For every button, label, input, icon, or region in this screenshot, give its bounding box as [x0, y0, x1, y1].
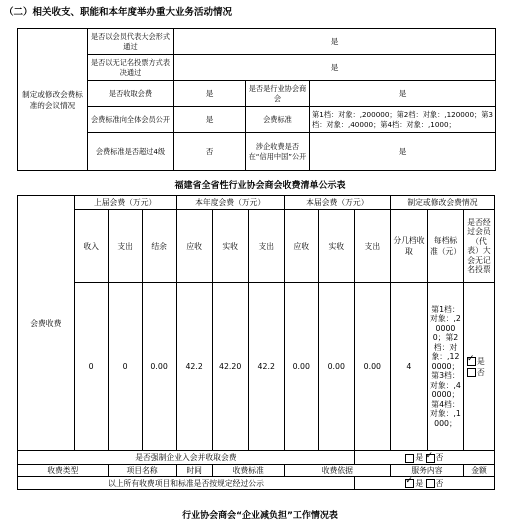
q7-value: 否	[174, 133, 246, 171]
col-header: 应收	[176, 210, 212, 283]
fee-header: 服务内容	[390, 465, 463, 477]
value-cell: 42.2	[248, 283, 284, 451]
q1-label: 是否以会员代表大会形式通过	[88, 29, 174, 55]
q6-label: 会费标准	[246, 107, 310, 133]
q4-label: 是否是行业协会商会	[246, 81, 310, 107]
meeting-table	[17, 28, 496, 171]
forced-yes-label: 是	[415, 453, 424, 462]
q1-value: 是	[174, 29, 496, 55]
col-header: 支出	[108, 210, 142, 283]
q2-label: 是否以无记名投票方式表决通过	[88, 55, 174, 81]
compliance-no-label: 否	[435, 478, 444, 488]
value-cell: 0.00	[284, 283, 318, 451]
fee-header: 收费标准	[212, 465, 284, 477]
col-header: 应收	[284, 210, 318, 283]
value-cell: 0.00	[318, 283, 354, 451]
value-cell: 0	[74, 283, 108, 451]
fee-row-header: 会费收费	[18, 196, 75, 451]
col-header: 支出	[354, 210, 390, 283]
compliance-no-checkbox[interactable]	[426, 479, 435, 488]
fee-header: 收费类型	[18, 465, 109, 477]
compliance-yes-checkbox[interactable]	[405, 479, 414, 488]
q8-label: 涉企收费是否在“信用中国”公开	[246, 133, 310, 171]
forced-no-checkbox[interactable]	[426, 454, 435, 463]
forced-label: 是否强制企业入会并收取会费	[18, 451, 355, 465]
q4-value: 是	[310, 81, 496, 107]
q3-value: 是	[174, 81, 246, 107]
value-cell: 42.20	[212, 283, 248, 451]
group-prev: 上届会费（万元）	[74, 196, 176, 210]
col-header: 结余	[142, 210, 176, 283]
group-standard: 制定或修改会费情况	[390, 196, 494, 210]
q5-label: 会费标准向全体会员公开	[88, 107, 174, 133]
fee-table	[17, 195, 495, 490]
fee-header: 收费依据	[284, 465, 390, 477]
value-cell: 42.2	[176, 283, 212, 451]
col-header: 每档标准（元）	[427, 210, 463, 283]
value-cell: 0	[108, 283, 142, 451]
vote-cell	[464, 283, 495, 451]
col-header: 实收	[318, 210, 354, 283]
compliance-yes-label: 是	[415, 478, 424, 488]
forced-yes-checkbox[interactable]	[405, 454, 414, 463]
value-cell: 4	[390, 283, 427, 451]
fee-header: 金额	[464, 465, 495, 477]
q5-value: 是	[174, 107, 246, 133]
value-cell: 0.00	[354, 283, 390, 451]
col-header: 分几档收取	[390, 210, 427, 283]
vote-yes-label: 是	[477, 356, 485, 366]
col-header: 是否经过会员（代表）大会无记名投票	[464, 210, 495, 283]
forced-options	[354, 451, 494, 465]
col-header: 支出	[248, 210, 284, 283]
compliance-options	[354, 477, 494, 490]
q3-label: 是否收取会费	[88, 81, 174, 107]
standard-cell: 第1档：对象：,200000；第2档：对象：,120000；第3档：对象：,40000；第4档：对象：,1000；	[427, 283, 463, 451]
group-current-year: 本年度会费（万元）	[176, 196, 284, 210]
fee-table-title: 福建省全省性行业协会商会收费清单公示表	[174, 181, 346, 191]
q7-label: 会费标准是否超过4级	[88, 133, 174, 171]
vote-no-label: 否	[477, 367, 485, 377]
group-current-term: 本届会费（万元）	[284, 196, 390, 210]
fee-header: 项目名称	[108, 465, 176, 477]
value-cell: 0.00	[142, 283, 176, 451]
footer-title: 行业协会商会“企业减负担”工作情况表	[182, 511, 338, 521]
compliance-label: 以上所有收费项目和标准是否按规定经过公示	[18, 477, 355, 490]
col-header: 实收	[212, 210, 248, 283]
q2-value: 是	[174, 55, 496, 81]
fee-header: 时间	[176, 465, 212, 477]
section-title: （二）相关收支、职能和本年度举办重大业务活动情况	[4, 7, 233, 18]
q8-value: 是	[310, 133, 496, 171]
vote-yes-checkbox[interactable]	[467, 357, 476, 366]
meeting-row-header: 制定或修改会费标准的会议情况	[18, 29, 88, 171]
vote-no-checkbox[interactable]	[467, 368, 476, 377]
col-header: 收入	[74, 210, 108, 283]
q6-value: 第1档：对象：,200000；第2档：对象：,120000；第3档：对象：,40000；第4档：对象：,1000；	[310, 107, 496, 133]
forced-no-label: 否	[435, 453, 444, 462]
